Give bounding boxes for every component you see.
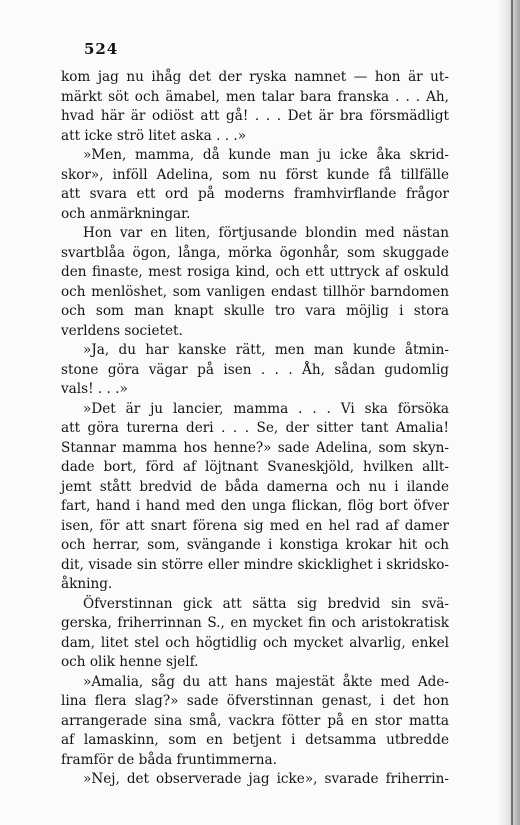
text-line: »Ja, du har kanske rätt, men man kunde åtmin-: [83, 342, 449, 358]
text-line: Stannar mamma hos henne?» sade Adelina, som skyn-: [61, 439, 449, 456]
text-line: hvad här är odiöst att gå! . . . Det är bra försmädligt: [61, 108, 449, 124]
page-number: 524: [84, 40, 119, 58]
text-line: arrangerade sina små, vackra fötter på en stor matta: [61, 712, 449, 729]
text-line: åkning.: [61, 576, 113, 592]
text-line: »Nej, det observerade jag icke», svarade friherrin-: [83, 771, 449, 787]
text-line: den finaste, mest rosiga kind, och ett uttryck af oskuld: [61, 264, 449, 280]
text-line: kom jag nu ihåg det der ryska namnet — hon är ut-: [61, 69, 449, 85]
page-edge-line: [511, 0, 513, 825]
text-line: märkt söt och ämabel, men talar bara franska . . . Ah,: [61, 88, 449, 105]
text-line: Öfverstinnan gick att sätta sig bredvid sin svä-: [83, 595, 449, 612]
page-edge-shadow: [498, 0, 520, 825]
text-line: dade bort, förd af löjtnant Svaneskjöld, hvilken allt-: [61, 459, 449, 475]
text-line: att svara ett ord på moderns framhvirflande frågor: [61, 186, 449, 202]
text-line: af lamaskinn, som en betjent i detsamma utbredde: [61, 732, 449, 748]
text-line: framför de båda fruntimmerna.: [61, 751, 277, 768]
text-line: »Men, mamma, då kunde man ju icke åka skrid-: [83, 147, 449, 163]
text-line: jemt stått bredvid de båda damerna och nu i ilande: [61, 478, 449, 495]
text-line: vals! . . .»: [61, 381, 128, 397]
text-line: gerska, friherrinnan S., en mycket fin och aristokratisk: [61, 615, 449, 631]
text-line: stone göra vägar på isen . . . Åh, sådan gudomlig: [61, 361, 449, 378]
text-line: och anmärkningar.: [61, 205, 191, 222]
text-line: fart, hand i hand med den unga flickan, flög bort öfver: [61, 498, 449, 514]
text-line: Hon var en liten, förtjusande blondin med nästan: [83, 225, 449, 241]
text-line: lina flera slag?» sade öfverstinnan genast, i det hon: [61, 693, 449, 709]
text-line: och olik henne sjelf.: [61, 654, 199, 670]
text-line: svartblåa ögon, långa, mörka ögonhår, som skuggade: [61, 244, 449, 261]
text-line: och menlöshet, som vanligen endast tillhör barndomen: [61, 283, 449, 300]
text-line: »Amalia, såg du att hans majestät åkte med Ade-: [83, 673, 449, 690]
text-line: dam, litet stel och högtidlig och mycket alvarlig, enkel: [61, 634, 449, 651]
body-text: [61, 68, 449, 790]
text-line: isen, för att snart förena sig med en hel rad af damer: [61, 517, 449, 534]
text-line: att icke strö litet aska . . .»: [61, 127, 247, 144]
text-line: verldens societet.: [61, 322, 183, 339]
text-line: »Det är ju lancier, mamma . . . Vi ska försöka: [83, 400, 449, 417]
text-line: och herrar, som, svängande i konstiga krokar hit och: [61, 537, 449, 553]
text-line: och som man knapt skulle tro vara möjlig i stora: [61, 303, 449, 319]
text-line: att göra turerna deri . . . Se, der sitter tant Amalia!: [61, 420, 449, 436]
text-line: skor», inföll Adelina, som nu först kunde få tillfälle: [61, 166, 449, 183]
text-line: dit, visade sin större eller mindre skicklighet i skridsko-: [61, 556, 449, 573]
